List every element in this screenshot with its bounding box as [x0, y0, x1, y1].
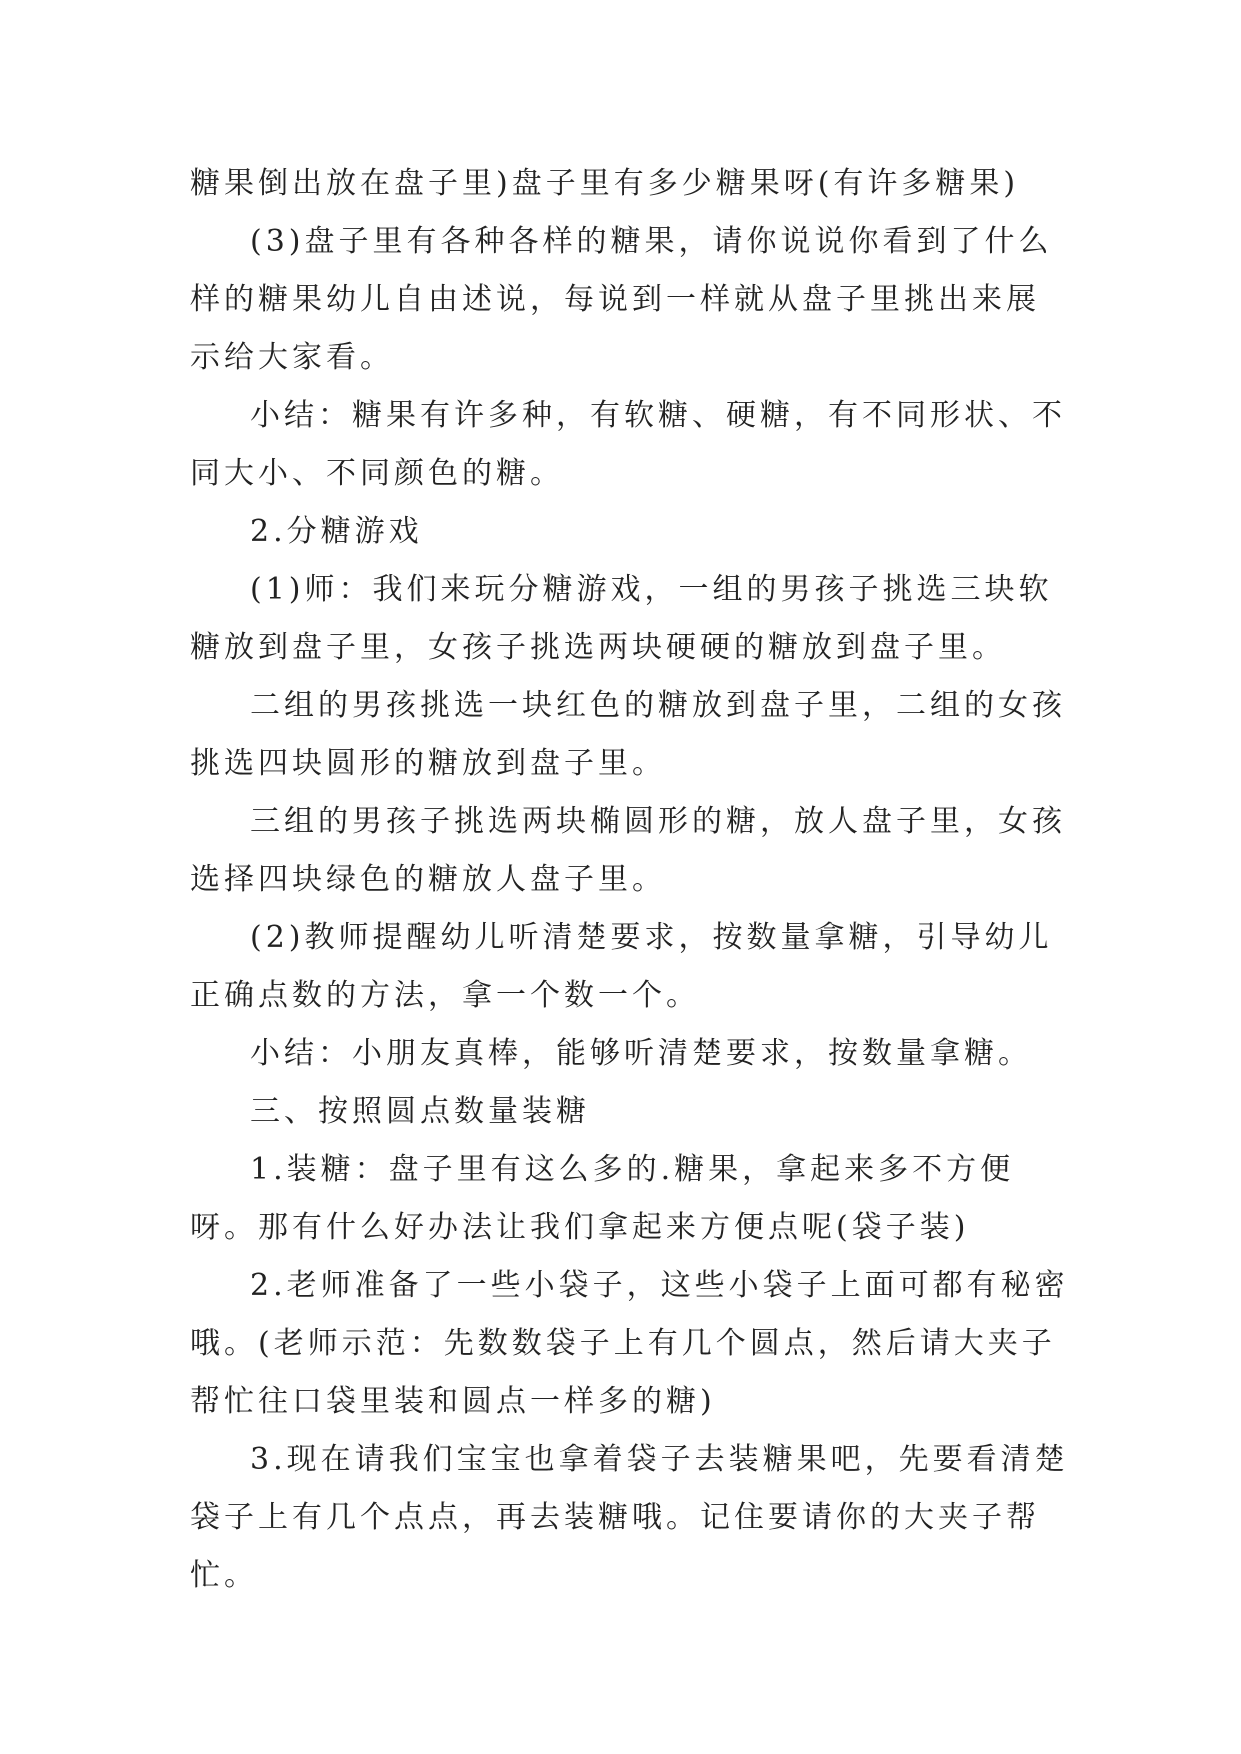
paragraph-7: 三组的男孩子挑选两块椭圆形的糖，放人盘子里，女孩选择四块绿色的糖放人盘子里。: [190, 804, 1066, 897]
paragraph-5: (1)师：我们来玩分糖游戏，一组的男孩子挑选三块软糖放到盘子里，女孩子挑选两块硬硬的糖放到盘子里。: [190, 572, 1053, 665]
paragraph-3: 小结：糖果有许多种，有软糖、硬糖，有不同形状、不同大小、不同颜色的糖。: [190, 398, 1066, 491]
paragraph-13: 3.现在请我们宝宝也拿着袋子去装糖果吧，先要看清楚袋子上有几个点点，再去装糖哦。记住要请你的大夹子帮忙。: [190, 1442, 1069, 1593]
paragraph-10: 三、按照圆点数量装糖: [250, 1094, 590, 1129]
paragraph-12: 2.老师准备了一些小袋子，这些小袋子上面可都有秘密哦。(老师示范：先数数袋子上有几个圆点，然后请大夹子帮忙往口袋里装和圆点一样多的糖): [190, 1268, 1069, 1419]
paragraph-6: 二组的男孩挑选一块红色的糖放到盘子里，二组的女孩挑选四块圆形的糖放到盘子里。: [190, 688, 1066, 781]
paragraph-9: 小结：小朋友真棒，能够听清楚要求，按数量拿糖。: [250, 1036, 1032, 1071]
paragraph-8: (2)教师提醒幼儿听清楚要求，按数量拿糖，引导幼儿正确点数的方法，拿一个数一个。: [190, 920, 1053, 1013]
paragraph-1: 糖果倒出放在盘子里)盘子里有多少糖果呀(有许多糖果): [190, 166, 1020, 201]
paragraph-11: 1.装糖：盘子里有这么多的.糖果，拿起来多不方便呀。那有什么好办法让我们拿起来方便点呢(袋子装): [190, 1152, 1015, 1245]
document-body: [190, 155, 1070, 1605]
paragraph-2: (3)盘子里有各种各样的糖果，请你说说你看到了什么样的糖果幼儿自由述说，每说到一样就从盘子里挑出来展示给大家看。: [190, 224, 1053, 375]
paragraph-4: 2.分糖游戏: [250, 514, 423, 549]
